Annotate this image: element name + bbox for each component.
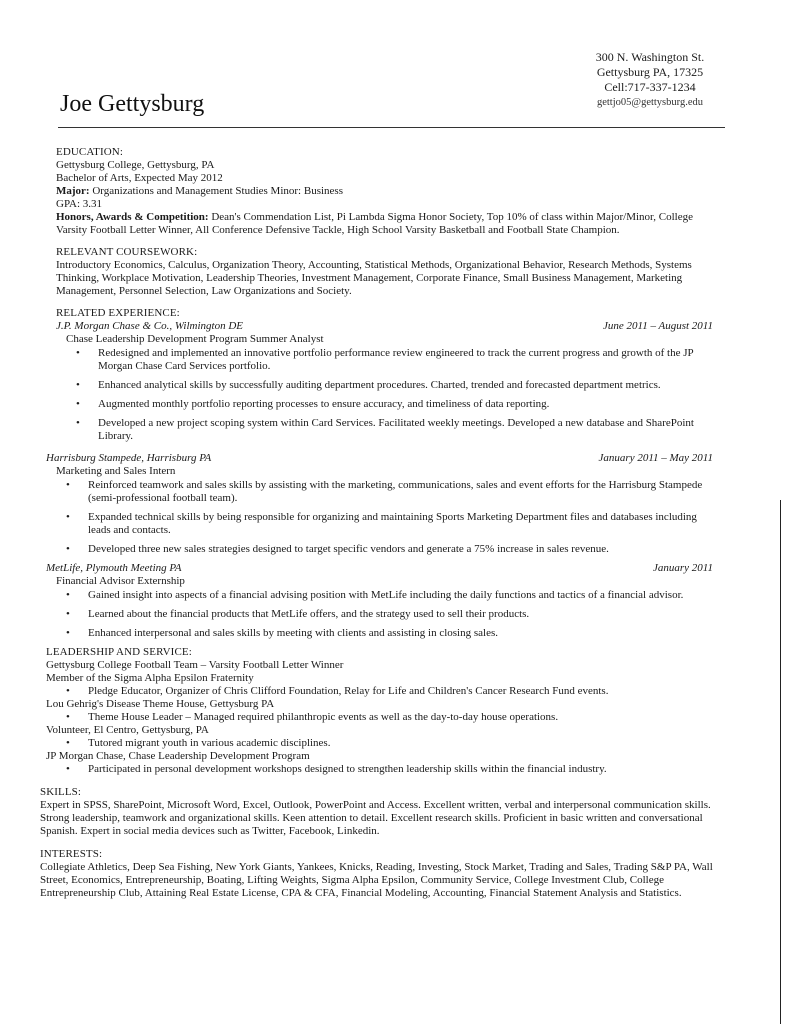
address-line-2: Gettysburg PA, 17325: [596, 65, 704, 79]
leadership-bullet: • Theme House Leader – Managed required philanthropic events as well as the day-to-day house operations.: [46, 711, 713, 724]
job-date: January 2011 – May 2011: [598, 452, 713, 464]
education-section: [56, 146, 713, 237]
bullet-item: • Learned about the financial products that MetLife offers, and the strategy used to sell their products.: [46, 608, 713, 621]
coursework-heading: RELEVANT COURSEWORK:: [56, 246, 198, 258]
major-label: Major:: [56, 185, 90, 197]
coursework-section: [56, 246, 713, 298]
job-organization: MetLife, Plymouth Meeting PA: [46, 562, 182, 574]
leadership-bullet: • Participated in personal development workshops designed to strengthen leadership skills within the financial industry.: [46, 763, 713, 776]
education-major: [56, 185, 713, 198]
leadership-line: Lou Gehrig's Disease Theme House, Gettysburg PA: [46, 698, 275, 710]
contact-block: [560, 50, 740, 110]
job-metlife: [46, 562, 713, 640]
education-gpa: GPA: 3.31: [56, 198, 103, 210]
bullet-item: • Enhanced analytical skills by successfully auditing department procedures. Charted, trended and forecasted department metrics.: [56, 379, 713, 392]
job-title: Chase Leadership Development Program Summer Analyst: [66, 333, 324, 345]
resume-body: [0, 146, 793, 900]
leadership-line: Member of the Sigma Alpha Epsilon Fraternity: [46, 672, 254, 684]
education-heading: EDUCATION:: [56, 146, 123, 158]
interests-section: [40, 848, 713, 900]
job-bullets: [46, 589, 713, 640]
bullet-item: • Enhanced interpersonal and sales skills by meeting with clients and assisting in closing sales.: [46, 627, 713, 640]
job-bullets: [46, 479, 713, 556]
bullet-item: • Developed a new project scoping system within Card Services. Facilitated weekly meetings. Developed a new database and SharePoint Library.: [56, 417, 713, 443]
job-jpmorgan: [56, 320, 713, 443]
bullet-item: • Reinforced teamwork and sales skills by assisting with the marketing, communications, sales and event efforts for the Harrisburg Stampede (semi-professional football team).: [46, 479, 713, 505]
job-title: Financial Advisor Externship: [56, 575, 185, 587]
interests-text: Collegiate Athletics, Deep Sea Fishing, New York Giants, Yankees, Knicks, Reading, Investing, Stock Market, Trading and Sales, Trading S&P PA, Wall Street, Economics, Entrepreneurship, Boating, Lifting Weights, Sigma Alpha Epsilon, Community Service, College Investment Club, College Entrepreneurship Club, Attaining Real Estate License, CPA & CFA, Financial Modeling, Accounting, Financial Statement Analysis and Statistics.: [40, 861, 713, 899]
email-address: gettjo05@gettysburg.edu: [596, 97, 703, 108]
job-date: January 2011: [653, 562, 713, 574]
job-header: [46, 562, 713, 575]
skills-text: Expert in SPSS, SharePoint, Microsoft Word, Excel, Outlook, PowerPoint and Access. Excellent written, verbal and interpersonal communication skills. Strong leadership, teamwork and organizational skills. Keen attention to detail. Excellent research skills. Proficient in basic written and conversational Spanish. Expert in social media devices such as Twitter, Facebook, Linkedin.: [40, 799, 711, 837]
education-school: Gettysburg College, Gettysburg, PA: [56, 159, 215, 171]
coursework-text: Introductory Economics, Calculus, Organization Theory, Accounting, Statistical Methods, Organizational Behavior, Research Methods, Systems Thinking, Workplace Motivation, Leadership Theories, Investment Management, Corporate Finance, Small Business Management, Marketing Management, Personnel Selection, Law Organizations and Society.: [56, 259, 692, 297]
experience-section: [56, 307, 713, 443]
experience-section-continued: [46, 452, 713, 776]
phone-number: Cell:717-337-1234: [604, 80, 696, 94]
candidate-name: Joe Gettysburg: [60, 91, 205, 117]
job-organization: J.P. Morgan Chase & Co., Wilmington DE: [56, 320, 243, 332]
header-divider: [58, 127, 725, 128]
education-honors: [56, 211, 713, 237]
job-date: June 2011 – August 2011: [603, 320, 713, 332]
leadership-section: [46, 646, 713, 776]
major-text: Organizations and Management Studies Minor: Business: [89, 185, 343, 197]
job-bullets: [56, 347, 713, 443]
bullet-item: • Gained insight into aspects of a financial advising position with MetLife including the daily functions and tactics of a financial advisor.: [46, 589, 713, 602]
job-harrisburg: [46, 452, 713, 556]
job-organization: Harrisburg Stampede, Harrisburg PA: [46, 452, 212, 464]
education-degree: Bachelor of Arts, Expected May 2012: [56, 172, 223, 184]
leadership-bullet: • Pledge Educator, Organizer of Chris Clifford Foundation, Relay for Life and Children's Cancer Research Fund events.: [46, 685, 713, 698]
job-header: [46, 452, 713, 465]
honors-text: Dean's Commendation List, Pi Lambda Sigma Honor Society, Top 10% of class within Major/Minor, College Varsity Football Letter Winner, All Conference Defensive Tackle, High School Varsity Basketball and Football State Champion.: [56, 211, 693, 236]
bullet-item: • Developed three new sales strategies designed to target specific vendors and generate a 75% increase in sales revenue.: [46, 543, 713, 556]
interests-heading: INTERESTS:: [40, 848, 103, 860]
skills-section: [40, 786, 713, 838]
leadership-line: Gettysburg College Football Team – Varsity Football Letter Winner: [46, 659, 344, 671]
job-title: Marketing and Sales Intern: [56, 465, 176, 477]
leadership-bullet: • Tutored migrant youth in various academic disciplines.: [46, 737, 713, 750]
leadership-line: JP Morgan Chase, Chase Leadership Development Program: [46, 750, 310, 762]
bullet-item: • Expanded technical skills by being responsible for organizing and maintaining Sports Marketing Department files and databases including leads and contacts.: [46, 511, 713, 537]
bullet-item: • Augmented monthly portfolio reporting processes to ensure accuracy, and timeliness of data reporting.: [56, 398, 713, 411]
leadership-line: Volunteer, El Centro, Gettysburg, PA: [46, 724, 209, 736]
honors-label: Honors, Awards & Competition:: [56, 211, 209, 223]
leadership-heading: LEADERSHIP AND SERVICE:: [46, 646, 192, 658]
address-line-1: 300 N. Washington St.: [595, 50, 705, 64]
skills-heading: SKILLS:: [40, 786, 82, 798]
experience-heading: RELATED EXPERIENCE:: [56, 307, 180, 319]
job-header: [56, 320, 713, 333]
bullet-item: • Redesigned and implemented an innovative portfolio performance review engineered to track the current progress and growth of the JP Morgan Chase Card Services portfolio.: [56, 347, 713, 373]
